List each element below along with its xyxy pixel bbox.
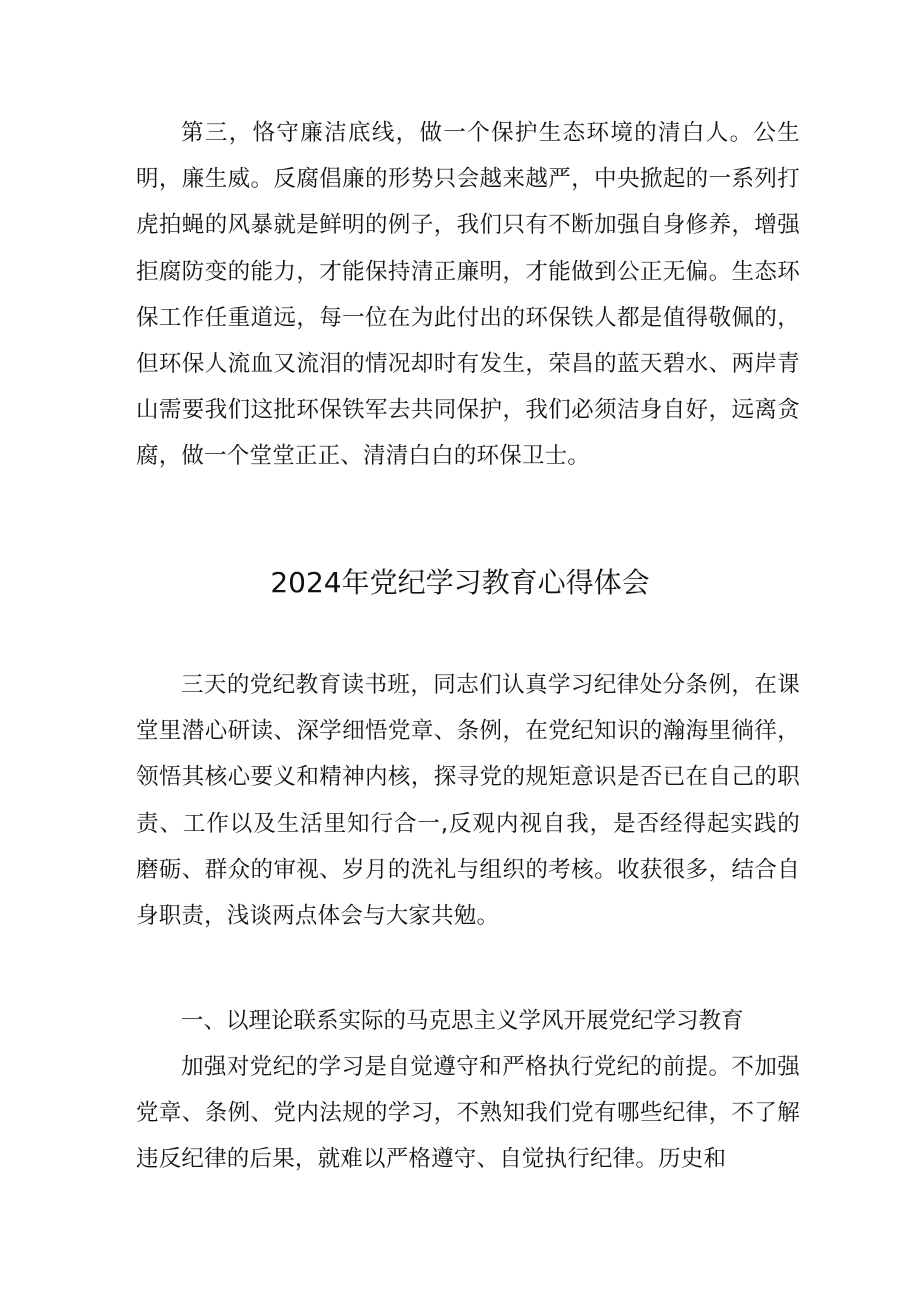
paragraph-integrity: 第三，恪守廉洁底线，做一个保护生态环境的清白人。公生明，廉生威。反腐倡廉的形势只会越来越严，中央掀起的一系列打虎拍蝇的风暴就是鲜明的例子，我们只有不断加强自身修养，增强拒腐防变的能力，才能保持清正廉明，才能做到公正无偏。生态环保工作任重道远，每一位在为此付出的环保铁人都是值得敬佩的，但环保人流血又流泪的情况却时有发生，荣昌的蓝天碧水、两岸青山需要我们这批环保铁军去共同保护，我们必须洁身自好，远离贪腐，做一个堂堂正正、清清白白的环保卫士。 — [136, 120, 800, 470]
paragraph-discipline-study: 加强对党纪的学习是自觉遵守和严格执行党纪的前提。不加强党章、条例、党内法规的学习，不熟知我们党有哪些纪律，不了解违反纪律的后果，就难以严格遵守、自觉执行纪律。历史和 — [136, 1054, 800, 1173]
section-heading-1: 一、以理论联系实际的马克思主义学风开展党纪学习教育 — [181, 1008, 744, 1034]
paragraph-study-class: 三天的党纪教育读书班，同志们认真学习纪律处分条例，在课堂里潜心研读、深学细悟党章、条例，在党纪知识的瀚海里徜徉，领悟其核心要义和精神内核，探寻党的规矩意识是否已在自己的职责、工作以及生活里知行合一,反观内视自我，是否经得起实践的磨砺、群众的审视、岁月的洗礼与组织的考核。收获很多，结合自身职责，浅谈两点体会与大家共勉。 — [136, 672, 800, 930]
document-title: 2024年党纪学习教育心得体会 — [270, 566, 650, 599]
